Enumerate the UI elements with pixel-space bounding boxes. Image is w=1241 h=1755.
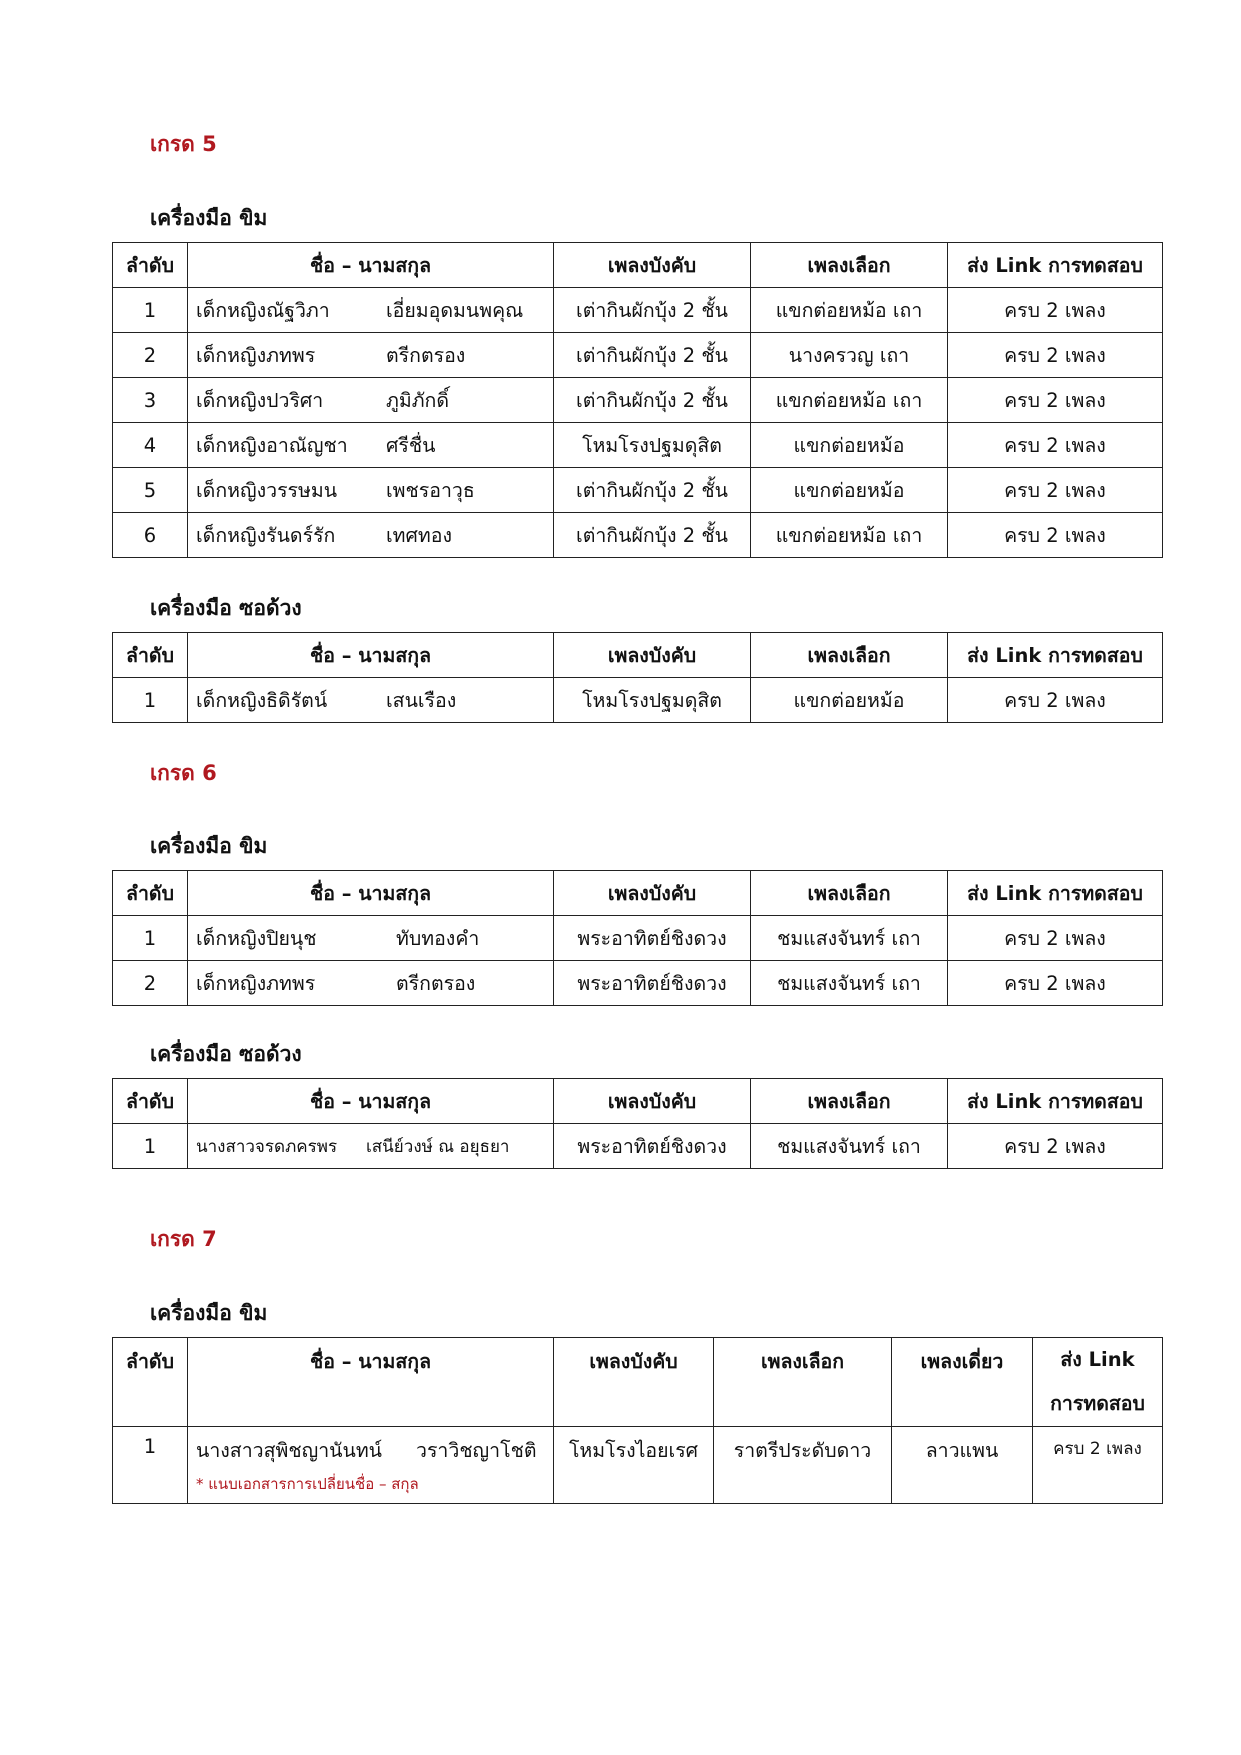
row-required-song: พระอาทิตย์ชิงดวง xyxy=(554,961,751,1006)
first-name: เด็กหญิงรันดร์รัก xyxy=(196,523,336,547)
header-required-song: เพลงบังคับ xyxy=(554,633,751,678)
row-required-song: เต่ากินผักบุ้ง 2 ชั้น xyxy=(554,333,751,378)
first-name: เด็กหญิงภทพร xyxy=(196,343,316,367)
row-order: 1 xyxy=(113,916,188,961)
header-chosen-song: เพลงเลือก xyxy=(751,243,948,288)
row-link-status: ครบ 2 เพลง xyxy=(1033,1427,1163,1504)
row-order: 1 xyxy=(113,1124,188,1169)
header-chosen-song: เพลงเลือก xyxy=(751,1079,948,1124)
row-link-status: ครบ 2 เพลง xyxy=(948,513,1163,558)
row-order: 2 xyxy=(113,961,188,1006)
row-chosen-song: แขกต่อยหม้อ xyxy=(751,678,948,723)
header-chosen-song: เพลงเลือก xyxy=(751,871,948,916)
first-name: เด็กหญิงปวริศา xyxy=(196,388,324,412)
last-name: ภูมิภักดิ์ xyxy=(386,388,450,412)
row-order: 1 xyxy=(113,678,188,723)
row-link-status: ครบ 2 เพลง xyxy=(948,423,1163,468)
row-chosen-song: แขกต่อยหม้อ เถา xyxy=(751,513,948,558)
row-required-song: พระอาทิตย์ชิงดวง xyxy=(554,1124,751,1169)
row-name xyxy=(188,1427,554,1504)
row-name xyxy=(188,423,554,468)
row-name xyxy=(188,333,554,378)
row-required-song: เต่ากินผักบุ้ง 2 ชั้น xyxy=(554,513,751,558)
header-link xyxy=(1033,1338,1163,1427)
table-row xyxy=(113,288,1163,333)
last-name: เพชรอาวุธ xyxy=(386,478,475,502)
table-row xyxy=(113,678,1163,723)
row-link-status: ครบ 2 เพลง xyxy=(948,468,1163,513)
header-required-song: เพลงบังคับ xyxy=(554,1079,751,1124)
first-name: เด็กหญิงธิดิรัตน์ xyxy=(196,688,328,712)
last-name: เสนีย์วงษ์ ณ อยุธยา xyxy=(366,1136,510,1157)
grade6-sawduang-table xyxy=(112,1078,1163,1169)
header-order: ลำดับ xyxy=(113,1079,188,1124)
header-chosen-song: เพลงเลือก xyxy=(751,633,948,678)
row-link-status: ครบ 2 เพลง xyxy=(948,916,1163,961)
table-row xyxy=(113,916,1163,961)
row-chosen-song: ราตรีประดับดาว xyxy=(714,1427,892,1504)
table-row xyxy=(113,961,1163,1006)
row-name xyxy=(188,468,554,513)
row-name xyxy=(188,513,554,558)
table-header-row xyxy=(113,1338,1163,1427)
last-name: ศรีชื่น xyxy=(386,433,436,457)
header-required-song: เพลงบังคับ xyxy=(554,243,751,288)
last-name: เทศทอง xyxy=(386,523,452,547)
last-name: เสนเรือง xyxy=(386,688,457,712)
row-required-song: โหมโรงไอยเรศ xyxy=(554,1427,714,1504)
row-order: 1 xyxy=(113,288,188,333)
last-name: ตรีกตรอง xyxy=(386,343,466,367)
row-chosen-song: นางครวญ เถา xyxy=(751,333,948,378)
first-name: นางสาวสุพิชญานันทน์ xyxy=(196,1439,383,1462)
row-required-song: เต่ากินผักบุ้ง 2 ชั้น xyxy=(554,378,751,423)
header-name: ชื่อ – นามสกุล xyxy=(188,633,554,678)
grade7-title: เกรด 7 xyxy=(150,1227,217,1251)
last-name: ตรีกตรอง xyxy=(396,971,476,995)
header-name: ชื่อ – นามสกุล xyxy=(188,1079,554,1124)
header-solo-song: เพลงเดี่ยว xyxy=(892,1338,1033,1427)
table-row xyxy=(113,513,1163,558)
grade5-khim-table xyxy=(112,242,1163,558)
row-chosen-song: แขกต่อยหม้อ xyxy=(751,423,948,468)
row-order: 3 xyxy=(113,378,188,423)
header-name: ชื่อ – นามสกุล xyxy=(188,243,554,288)
row-link-status: ครบ 2 เพลง xyxy=(948,1124,1163,1169)
row-chosen-song: แขกต่อยหม้อ xyxy=(751,468,948,513)
row-order: 4 xyxy=(113,423,188,468)
table-header-row xyxy=(113,1079,1163,1124)
row-required-song: โหมโรงปฐมดุสิต xyxy=(554,678,751,723)
grade6-title: เกรด 6 xyxy=(150,761,217,785)
header-name: ชื่อ – นามสกุล xyxy=(188,871,554,916)
row-link-status: ครบ 2 เพลง xyxy=(948,288,1163,333)
grade5-sawduang-table xyxy=(112,632,1163,723)
grade5-khim-title: เครื่องมือ ขิม xyxy=(150,206,268,230)
grade7-khim-table xyxy=(112,1337,1163,1504)
grade5-sawduang-title: เครื่องมือ ซอด้วง xyxy=(150,596,302,620)
header-order: ลำดับ xyxy=(113,1338,188,1427)
grade6-khim-title: เครื่องมือ ขิม xyxy=(150,834,268,858)
row-required-song: พระอาทิตย์ชิงดวง xyxy=(554,916,751,961)
table-row xyxy=(113,468,1163,513)
table-row xyxy=(113,333,1163,378)
row-link-status: ครบ 2 เพลง xyxy=(948,678,1163,723)
first-name: เด็กหญิงอาณัญชา xyxy=(196,433,348,457)
grade6-sawduang-title: เครื่องมือ ซอด้วง xyxy=(150,1042,302,1066)
header-link: ส่ง Link การทดสอบ xyxy=(948,1079,1163,1124)
header-chosen-song: เพลงเลือก xyxy=(714,1338,892,1427)
header-link-line2: การทดสอบ xyxy=(1050,1392,1145,1415)
row-order: 5 xyxy=(113,468,188,513)
row-link-status: ครบ 2 เพลง xyxy=(948,333,1163,378)
first-name: เด็กหญิงณัฐวิภา xyxy=(196,298,330,322)
header-order: ลำดับ xyxy=(113,871,188,916)
header-link: ส่ง Link การทดสอบ xyxy=(948,243,1163,288)
table-row xyxy=(113,1124,1163,1169)
header-link-line1: ส่ง Link xyxy=(1060,1348,1135,1371)
header-order: ลำดับ xyxy=(113,633,188,678)
table-header-row xyxy=(113,243,1163,288)
table-header-row xyxy=(113,871,1163,916)
grade5-title: เกรด 5 xyxy=(150,132,217,156)
row-link-status: ครบ 2 เพลง xyxy=(948,961,1163,1006)
table-row xyxy=(113,1427,1163,1504)
row-name xyxy=(188,288,554,333)
header-required-song: เพลงบังคับ xyxy=(554,871,751,916)
table-header-row xyxy=(113,633,1163,678)
last-name: วราวิชญาโชติ xyxy=(416,1439,537,1462)
first-name: นางสาวจรดภครพร xyxy=(196,1136,338,1157)
last-name: เอี่ยมอุดมนพคุณ xyxy=(386,298,524,322)
row-required-song: เต่ากินผักบุ้ง 2 ชั้น xyxy=(554,468,751,513)
row-name xyxy=(188,678,554,723)
row-name xyxy=(188,961,554,1006)
row-chosen-song: แขกต่อยหม้อ เถา xyxy=(751,288,948,333)
row-chosen-song: ชมแสงจันทร์ เถา xyxy=(751,1124,948,1169)
table-row xyxy=(113,423,1163,468)
header-name: ชื่อ – นามสกุล xyxy=(188,1338,554,1427)
row-required-song: โหมโรงปฐมดุสิต xyxy=(554,423,751,468)
row-chosen-song: ชมแสงจันทร์ เถา xyxy=(751,916,948,961)
row-order: 6 xyxy=(113,513,188,558)
row-order: 2 xyxy=(113,333,188,378)
first-name: เด็กหญิงปิยนุช xyxy=(196,926,317,950)
header-link: ส่ง Link การทดสอบ xyxy=(948,633,1163,678)
row-chosen-song: ชมแสงจันทร์ เถา xyxy=(751,961,948,1006)
row-chosen-song: แขกต่อยหม้อ เถา xyxy=(751,378,948,423)
row-order: 1 xyxy=(113,1427,188,1504)
grade7-khim-title: เครื่องมือ ขิม xyxy=(150,1301,268,1325)
header-link: ส่ง Link การทดสอบ xyxy=(948,871,1163,916)
table-row xyxy=(113,378,1163,423)
grade6-khim-table xyxy=(112,870,1163,1006)
row-name xyxy=(188,916,554,961)
last-name: ทับทองคำ xyxy=(396,926,480,950)
name-change-note: * แนบเอกสารการเปลี่ยนชื่อ – สกุล xyxy=(196,1475,419,1493)
row-required-song: เต่ากินผักบุ้ง 2 ชั้น xyxy=(554,288,751,333)
row-name xyxy=(188,378,554,423)
first-name: เด็กหญิงวรรษมน xyxy=(196,478,338,502)
row-name xyxy=(188,1124,554,1169)
header-order: ลำดับ xyxy=(113,243,188,288)
first-name: เด็กหญิงภทพร xyxy=(196,971,316,995)
header-required-song: เพลงบังคับ xyxy=(554,1338,714,1427)
row-solo-song: ลาวแพน xyxy=(892,1427,1033,1504)
row-link-status: ครบ 2 เพลง xyxy=(948,378,1163,423)
